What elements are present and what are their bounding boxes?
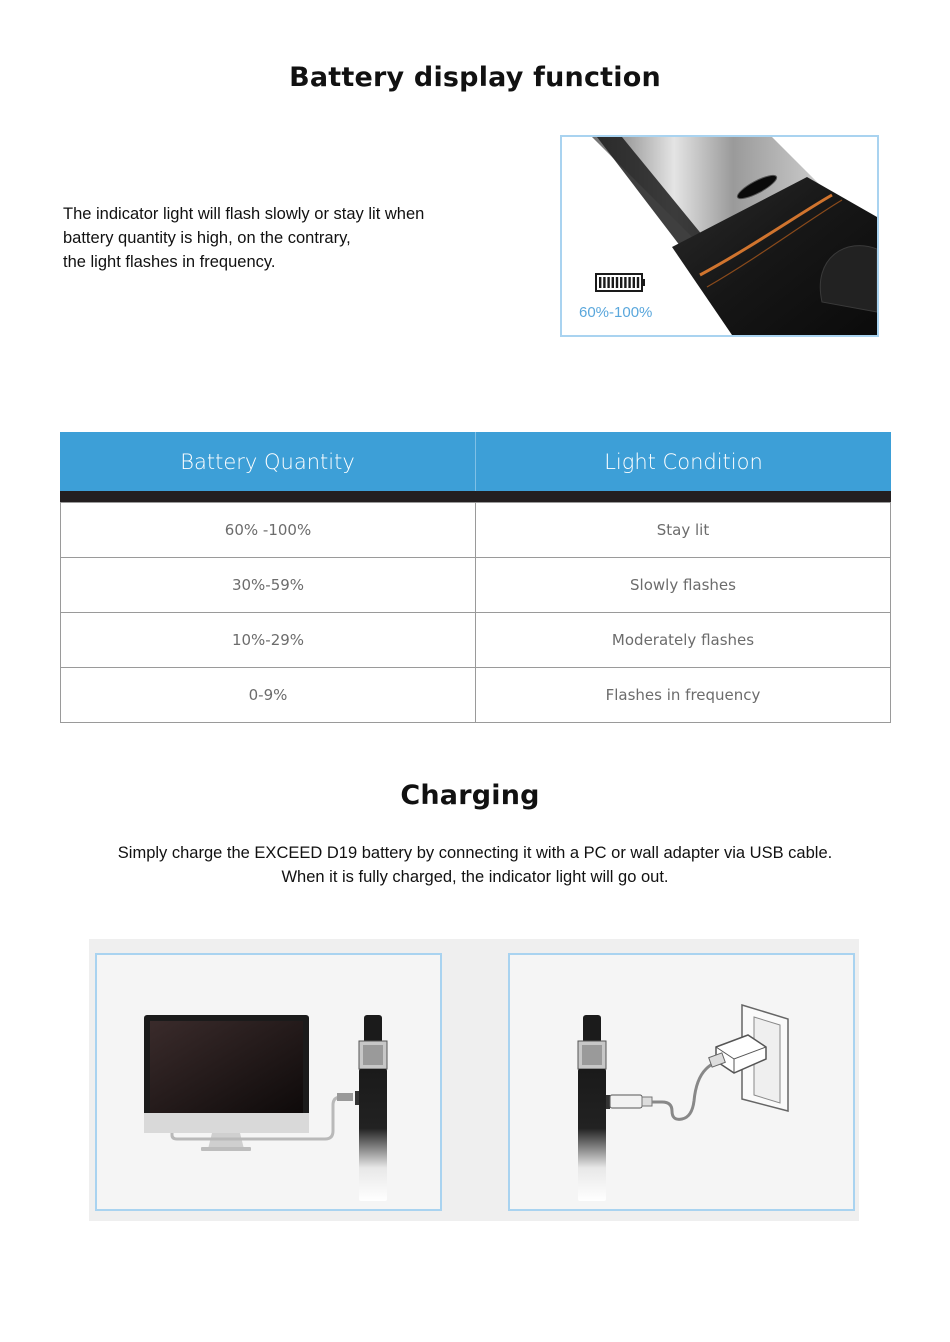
table-cell-condition: Moderately flashes [475, 613, 890, 667]
charging-description [0, 841, 950, 889]
battery-bar [607, 277, 609, 288]
vape-pen-icon [355, 1015, 387, 1201]
battery-bar [603, 277, 605, 288]
table-row [60, 613, 891, 668]
battery-bar [628, 277, 630, 288]
table-cell-condition: Slowly flashes [475, 558, 890, 612]
table-cell-quantity: 60% -100% [224, 521, 312, 539]
battery-level-label: 60%-100% [579, 304, 653, 321]
charging-description-line: Simply charge the EXCEED D19 battery by connecting it with a PC or wall adapter via USB cable. [117, 844, 833, 862]
battery-section-title: Battery display function [289, 62, 661, 93]
table-header-condition: Light Condition [475, 432, 891, 491]
battery-description-line: the light flashes in frequency. [63, 253, 276, 271]
battery-bar [599, 277, 601, 288]
table-header-quantity: Battery Quantity [180, 449, 355, 474]
device-closeup-image [562, 137, 877, 335]
battery-description-line: battery quantity is high, on the contrary, [63, 229, 351, 247]
pc-charging-image [97, 955, 440, 1209]
battery-level-icon [596, 274, 645, 291]
table-cell-quantity: 0-9% [248, 686, 288, 704]
battery-bar [637, 277, 639, 288]
table-header [60, 432, 891, 491]
battery-light-table [60, 432, 891, 723]
battery-description [63, 202, 523, 274]
battery-description-line: The indicator light will flash slowly or stay lit when [63, 205, 425, 223]
battery-bar [616, 277, 618, 288]
vape-pen-icon [578, 1015, 610, 1201]
battery-bar [612, 277, 614, 288]
table-cell-condition: Stay lit [475, 503, 890, 557]
battery-bar [633, 277, 635, 288]
wall-charging-image [510, 955, 853, 1209]
table-header-divider [60, 491, 891, 502]
table-cell-quantity: 10%-29% [231, 631, 305, 649]
table-cell-quantity: 30%-59% [231, 576, 305, 594]
monitor-icon [144, 1015, 309, 1151]
table-row [60, 502, 891, 558]
wall-adapter-icon [709, 1005, 788, 1111]
table-row [60, 668, 891, 723]
charging-description-line: When it is fully charged, the indicator light will go out. [281, 868, 669, 886]
battery-bar [620, 277, 622, 288]
table-row [60, 558, 891, 613]
battery-bar [624, 277, 626, 288]
table-cell-condition: Flashes in frequency [475, 668, 890, 722]
wall-charging-panel [508, 953, 855, 1211]
pc-charging-panel [95, 953, 442, 1211]
charging-section-title: Charging [400, 780, 540, 811]
battery-indicator-illustration [560, 135, 879, 337]
